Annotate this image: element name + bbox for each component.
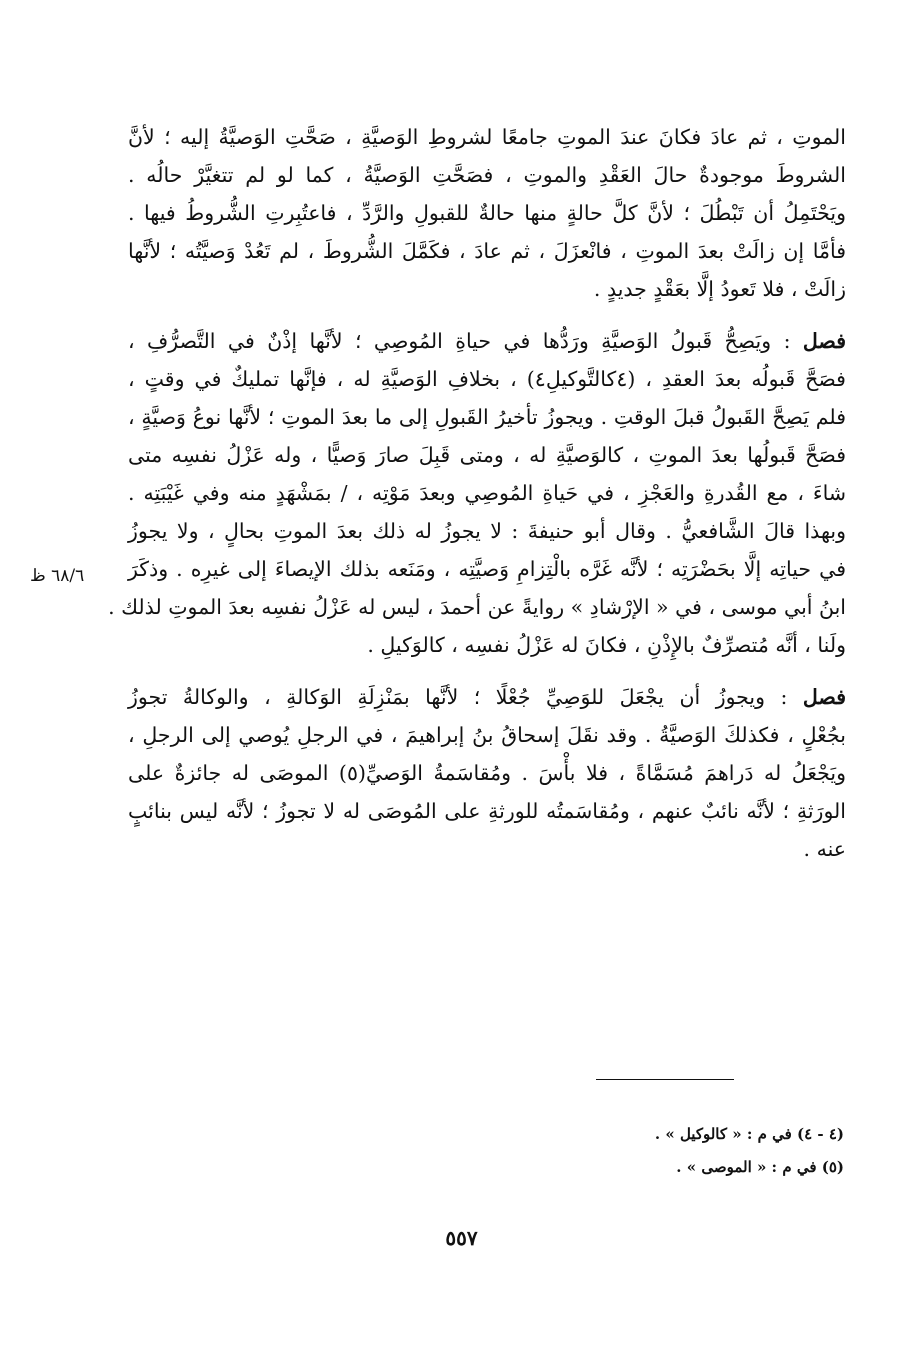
text-line: بجُعْلٍ ، فكذلكَ الوَصيَّةُ . وقد نقَلَ إسحاقُ بنُ إبراهيمَ ، في الرجلِ يُوصي إلى الرجلِ ، — [128, 723, 846, 747]
text-line: ويَجْعَلُ له دَراهمَ مُسَمَّاةً ، فلا بأْسَ . ومُقاسَمةُ الوَصيِّ(٥) الموصَى له جائزةٌ على — [128, 761, 846, 785]
text-line: وبهذا قالَ الشَّافعيُّ . وقال أبو حنيفةَ : لا يجوزُ له ذلك بعدَ الموتِ بحالٍ ، ولا يجوزُ — [128, 519, 846, 543]
text-line: الموتِ ، ثم عادَ فكانَ عندَ الموتِ جامعًا لشروطِ الوَصيَّةِ ، صَحَّتِ الوَصيَّةُ إليه ؛ لأنَّ — [128, 125, 846, 149]
paragraph-2 — [108, 322, 846, 664]
text-fragment: : ويَصِحُّ قَبولُ الوَصيَّةِ ورَدُّها في حياةِ المُوصِي ؛ لأنَّها إذْنٌ في التَّصرُّفِ ، — [128, 329, 803, 353]
text-line-with-heading — [128, 678, 846, 716]
text-line: عنه . — [803, 837, 846, 861]
footnote: (٥) في م : « الموصى » . — [676, 1158, 844, 1176]
section-heading: فصل — [802, 685, 846, 709]
paragraph-1 — [128, 118, 846, 308]
text-line: فلم يَصِحَّ القَبولُ قبلَ الوقتِ . ويجوزُ تأخيرُ القَبولِ إلى ما بعدَ الموتِ ؛ لأنَّها نوعُ وَصيَّةٍ ، — [128, 405, 846, 429]
text-line-with-heading — [128, 322, 846, 360]
page-body — [108, 118, 846, 868]
section-heading: فصل — [802, 329, 846, 353]
page-number: ٥٥٧ — [445, 1226, 478, 1250]
text-line: الورَثةِ ؛ لأنَّه نائبٌ عنهم ، ومُقاسَمتُه للورثةِ على المُوصَى له لا تجوزُ ؛ لأنَّه ليس بنائبٍ — [128, 799, 846, 823]
text-fragment: : ويجوزُ أن يجْعَلَ للوَصِيِّ جُعْلًا ؛ لأنَّها بمَنْزِلَةِ الوَكالةِ ، والوكالةُ تجوزُ — [128, 685, 803, 709]
footnote-divider — [596, 1079, 734, 1080]
footnote: (٤ - ٤) في م : « كالوكيل » . — [654, 1125, 844, 1143]
footnotes — [440, 1118, 844, 1184]
paragraph-3 — [128, 678, 846, 868]
text-line: ويَحْتَمِلُ أن تَبْطُلَ ؛ لأنَّ كلَّ حالةٍ منها حالةٌ للقبولِ والرَّدِّ ، فاعتُبِرتِ الشُّروطُ فيها . — [128, 201, 846, 225]
text-line: ولَنا ، أنَّه مُتصرِّفٌ بالإِذْنِ ، فكانَ له عَزْلُ نفسِه ، كالوَكيلِ . — [367, 633, 846, 657]
text-line: الشروطَ موجودةٌ حالَ العَقْدِ والموتِ ، فصَحَّتِ الوَصيَّةُ ، كما لو لم تتغيَّرْ حالُه . — [128, 163, 846, 187]
text-line: في حياتِه إلَّا بحَضْرَتِه ؛ لأنَّه غَرَّه بالْتِزامِ وَصيَّتِه ، ومَنَعه بذلك الإيصاءَ إلى غيرِه . وذكَرَ — [128, 557, 846, 581]
text-line: فصَحَّ قَبولُه بعدَ العقدِ ، (٤كالتَّوكيلِ٤) ، بخلافِ الوَصيَّةِ له ، فإنَّها تمليكٌ في وقتٍ ، — [128, 367, 846, 391]
text-line: شاءَ ، مع القُدرةِ والعَجْزِ ، في حَياةِ المُوصِي وبعدَ مَوْتِه ، / بمَشْهَدٍ منه وفي غَيْبَتِه . — [128, 481, 846, 505]
text-line: فصَحَّ قَبولُها بعدَ الموتِ ، كالوَصيَّةِ له ، ومتى قَبِلَ صارَ وَصيًّا ، وله عَزْلُ نفسِه متى — [128, 443, 846, 467]
text-line: زالَتْ ، فلا تَعودُ إلَّا بعَقْدٍ جديدٍ . — [593, 277, 846, 301]
text-line: فأمَّا إن زالَتْ بعدَ الموتِ ، فانْعزَلَ ، ثم عادَ ، فكَمَّلَ الشُّروطَ ، لم تَعُدْ وَصيَّتُه ؛ لأنَّها — [128, 239, 846, 263]
text-line: ابنُ أبي موسى ، في « الإرْشادِ » روايةً عن أحمدَ ، ليس له عَزْلُ نفسِه بعدَ الموتِ لذلك . — [108, 595, 846, 619]
manuscript-folio-marker: ٦٨/٦ ظ — [30, 566, 85, 586]
